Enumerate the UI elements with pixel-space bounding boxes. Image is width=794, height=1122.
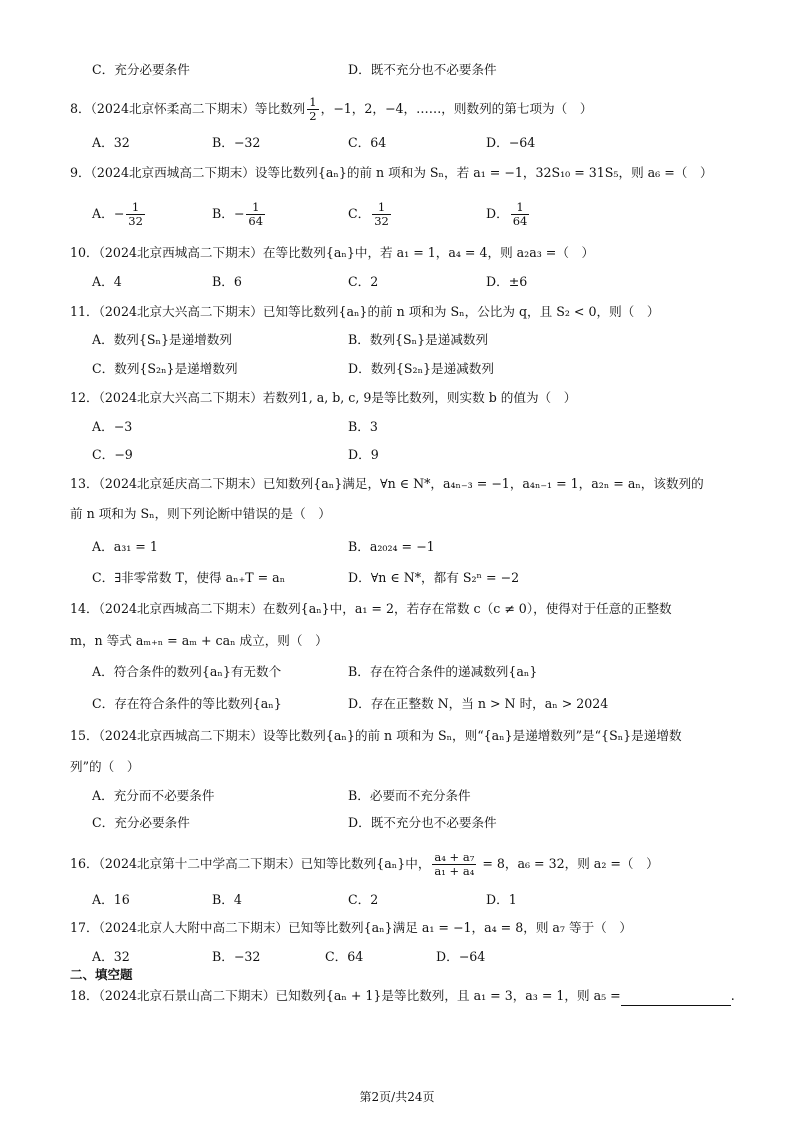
question-18-stem: 18．（2024北京石景山高二下期末）已知数列{aₙ + 1}是等比数列，且 a₁ = 3，a₃ = 1，则 a₅ = .	[70, 986, 754, 1006]
option-a: A．−3	[92, 419, 133, 434]
option-c: C．∃非零常数 T，使得 aₙ₊T = aₙ	[92, 570, 286, 585]
option-a: A．充分而不必要条件	[92, 788, 215, 803]
option-d: D．±6	[486, 274, 528, 289]
section-title: 二、填空题	[70, 967, 133, 982]
question-14-stem-line2: m，n 等式 aₘ₊ₙ = aₘ + caₙ 成立，则（ ）	[70, 633, 328, 648]
answer-blank[interactable]	[621, 991, 731, 1006]
option-c: C．数列{S₂ₙ}是递增数列	[92, 361, 238, 376]
option-c: C．2	[348, 274, 379, 289]
option-b: B．必要而不充分条件	[348, 788, 471, 803]
option-c: C． $\frac{1}{32}$	[348, 200, 389, 228]
option-b: B．3	[348, 419, 378, 434]
option-a: A．32	[92, 135, 130, 150]
option-b: B．− $\frac{1}{64}$	[212, 200, 264, 228]
option-b: B．6	[212, 274, 242, 289]
option-d: D．9	[348, 447, 379, 462]
question-13-stem-line2: 前 n 项和为 Sₙ，则下列论断中错误的是（ ）	[70, 506, 331, 521]
option-c: C．−9	[92, 447, 133, 462]
fraction: $\frac{\text{a₄ + a₇}}{\text{a₁ + a₄}}$	[434, 850, 475, 878]
option-b: B．−32	[212, 949, 261, 964]
option-c: C．充分必要条件	[92, 815, 190, 830]
option-c: C．64	[348, 135, 387, 150]
option-d: D．−64	[436, 949, 486, 964]
option-b: B．a₂₀₂₄ = −1	[348, 539, 435, 554]
question-14-stem-line1: 14．（2024北京西城高二下期末）在数列{aₙ}中，a₁ = 2，若存在常数 c（c ≠ 0），使得对于任意的正整数	[70, 601, 672, 616]
option-c: C．2	[348, 892, 379, 907]
option-b: B．4	[212, 892, 242, 907]
option-a: A．a₃₁ = 1	[92, 539, 158, 554]
option-d: D．存在正整数 N，当 n > N 时，aₙ > 2024	[348, 696, 609, 711]
option-a: A．符合条件的数列{aₙ}有无数个	[92, 664, 282, 679]
question-12-stem: 12．（2024北京大兴高二下期末）若数列1, a, b, c, 9是等比数列，则实数 b 的值为（ ）	[70, 390, 577, 405]
option-d: D．1	[486, 892, 517, 907]
question-13-stem-line1: 13．（2024北京延庆高二下期末）已知数列{aₙ}满足，∀n ∈ N*，a₄ₙ₋₃ = −1，a₄ₙ₋₁ = 1，a₂ₙ = aₙ，该数列的	[70, 476, 704, 491]
option-b: B．存在符合条件的递减数列{aₙ}	[348, 664, 538, 679]
question-15-stem-line1: 15．（2024北京西城高二下期末）设等比数列{aₙ}的前 n 项和为 Sₙ，则“{aₙ}是递增数列”是“{Sₙ}是递增数	[70, 728, 682, 743]
question-9-stem: 9．（2024北京西城高二下期末）设等比数列{aₙ}的前 n 项和为 Sₙ，若 a₁ = −1，32S₁₀ = 31S₅，则 a₆ =（ ）	[70, 165, 713, 180]
option-d: D．既不充分也不必要条件	[348, 62, 497, 77]
question-10-stem: 10．（2024北京西城高二下期末）在等比数列{aₙ}中，若 a₁ = 1，a₄ = 4，则 a₂a₃ =（ ）	[70, 245, 595, 260]
option-d: D．数列{S₂ₙ}是递减数列	[348, 361, 494, 376]
option-d: D． $\frac{1}{64}$	[486, 200, 528, 228]
page-number: 第2页/共24页	[359, 1090, 435, 1104]
option-c: C．64	[325, 949, 364, 964]
option-a: A．数列{Sₙ}是递增数列	[92, 332, 232, 347]
question-8-stem: 8．（2024北京怀柔高二下期末）等比数列 $\frac{1}{2}$ ，−1，2，−4，……，则数列的第七项为（ ）	[70, 95, 593, 123]
option-a: A．32	[92, 949, 130, 964]
option-a: A．4	[92, 274, 122, 289]
option-a: A．− $\frac{1}{32}$	[92, 200, 143, 228]
option-c: C．充分必要条件	[92, 62, 190, 77]
option-b: B．−32	[212, 135, 261, 150]
option-c: C．存在符合条件的等比数列{aₙ}	[92, 696, 282, 711]
question-11-stem: 11．（2024北京大兴高二下期末）已知等比数列{aₙ}的前 n 项和为 Sₙ，公比为 q，且 S₂ < 0，则（ ）	[70, 304, 660, 319]
option-b: B．数列{Sₙ}是递减数列	[348, 332, 489, 347]
option-a: A．16	[92, 892, 130, 907]
question-15-stem-line2: 列”的（ ）	[70, 759, 140, 774]
fraction: $\frac{1}{2}$	[309, 95, 317, 123]
question-17-stem: 17．（2024北京人大附中高二下期末）已知等比数列{aₙ}满足 a₁ = −1，a₄ = 8，则 a₇ 等于（ ）	[70, 920, 632, 935]
option-d: D．既不充分也不必要条件	[348, 815, 497, 830]
option-d: D．−64	[486, 135, 536, 150]
question-16-stem: 16．（2024北京第十二中学高二下期末）已知等比数列{aₙ}中， $\frac{\text{a₄ + a₇}}{\text{a₁ + a₄}}$ = 8，a₆ = 32，则 a₂ =（ ）	[70, 850, 659, 878]
option-d: D．∀n ∈ N*，都有 S₂ⁿ = −2	[348, 570, 520, 585]
